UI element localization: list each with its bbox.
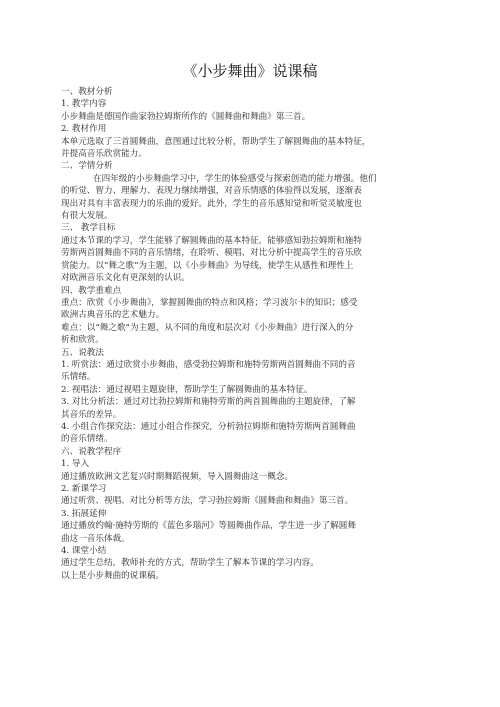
text-line: 劳斯两首圆舞曲不同的音乐情绪，在聆听、模唱、对比分析中提高学生的音乐欣	[61, 248, 362, 259]
text-line: 析和欣赏。	[61, 335, 104, 346]
text-line: 通过播放约翰·施特劳斯的《蓝色多瑙河》等圆舞曲作品，学生进一步了解圆舞	[61, 521, 356, 532]
text-line: 2. 新课学习	[61, 484, 107, 494]
text-line: 通过学生总结，教师补充的方式，帮助学生了解本节课的学习内容。	[61, 558, 319, 569]
text-line: 三、 教学目标	[61, 223, 116, 234]
text-line: 3. 拓展延伸	[61, 508, 107, 519]
text-line: 的听觉、智力、理解力、表现力继续增强，对音乐情感的体验得以发展，逐渐表	[61, 186, 362, 197]
text-line: 并提高音乐欣赏能力。	[61, 149, 147, 160]
text-line: 乐情绪。	[61, 372, 96, 383]
text-line: 小步舞曲是德国作曲家勃拉姆斯所作的《圆舞曲和舞曲》第三首。	[61, 111, 311, 122]
text-line: 1. 教学内容	[61, 99, 107, 110]
text-line: 其音乐的差异。	[61, 409, 122, 420]
text-line: 重点：欣赏《小步舞曲》，掌握圆舞曲的特点和风格；学习波尔卡的知识；感受	[61, 297, 358, 308]
text-line: 对欧洲音乐文化有更深刻的认识。	[61, 273, 190, 284]
document-body	[61, 86, 437, 582]
text-line: 1. 听赏法：通过欣赏小步舞曲，感受勃拉姆斯和施特劳斯两首圆舞曲不同的音	[61, 359, 356, 370]
text-line: 难点：以“舞之歌”为主题，从不同的角度和层次对《小步舞曲》进行深入的分	[61, 322, 354, 333]
text-line: 四、教学重难点	[61, 285, 122, 296]
text-line: 二、学情分析	[61, 161, 113, 172]
text-line: 曲这一音乐体裁。	[61, 533, 130, 544]
text-line: 2. 教材作用	[61, 124, 107, 135]
text-line: 一、教材分析	[61, 87, 113, 97]
text-line: 4. 小组合作探究法：通过小组合作探究，分析勃拉姆斯和施特劳斯两首圆舞曲	[61, 421, 356, 432]
text-line: 2. 视唱法：通过视唱主题旋律，帮助学生了解圆舞曲的基本特征。	[61, 384, 313, 395]
text-line: 以上是小步舞曲的说课稿。	[61, 570, 165, 581]
text-line: 1. 导入	[61, 459, 90, 470]
text-line: 五、说教法	[61, 347, 104, 358]
text-line: 3. 对比分析法：通过对比勃拉姆斯和施特劳斯的两首圆舞曲的主题旋律，了解	[61, 397, 356, 408]
text-line: 现出对具有丰富表现力的乐曲的爱好。此外，学生的音乐感知觉和听觉灵敏度也	[61, 198, 362, 209]
text-line: 4. 课堂小结	[61, 546, 107, 557]
text-line: 有很大发展。	[61, 211, 113, 222]
text-line: 的音乐情绪。	[61, 434, 113, 445]
text-line: 通过播放欧洲文艺复兴时期舞蹈视频，导入圆舞曲这一概念。	[61, 471, 294, 482]
text-line: 六、说教学程序	[61, 446, 122, 457]
text-line: 本单元选取了三首圆舞曲，意图通过比较分析，帮助学生了解圆舞曲的基本特征，	[61, 136, 371, 147]
document-title: 《小步舞曲》说课稿	[182, 62, 318, 80]
text-line: 在四年级的小步舞曲学习中，学生的体验感受与探索创造的能力增强。他们	[93, 173, 377, 184]
text-line: 通过本节课的学习，学生能够了解圆舞曲的基本特征，能够感知勃拉姆斯和施特	[61, 235, 362, 246]
text-line: 欧洲古典音乐的艺术魅力。	[61, 310, 165, 321]
text-line: 赏能力。以“舞之歌”为主题，以《小步舞曲》为导线，使学生从感性和理性上	[61, 260, 354, 271]
text-line: 通过听赏、视唱、对比分析等方法，学习勃拉姆斯《圆舞曲和舞曲》第三首。	[61, 496, 354, 507]
